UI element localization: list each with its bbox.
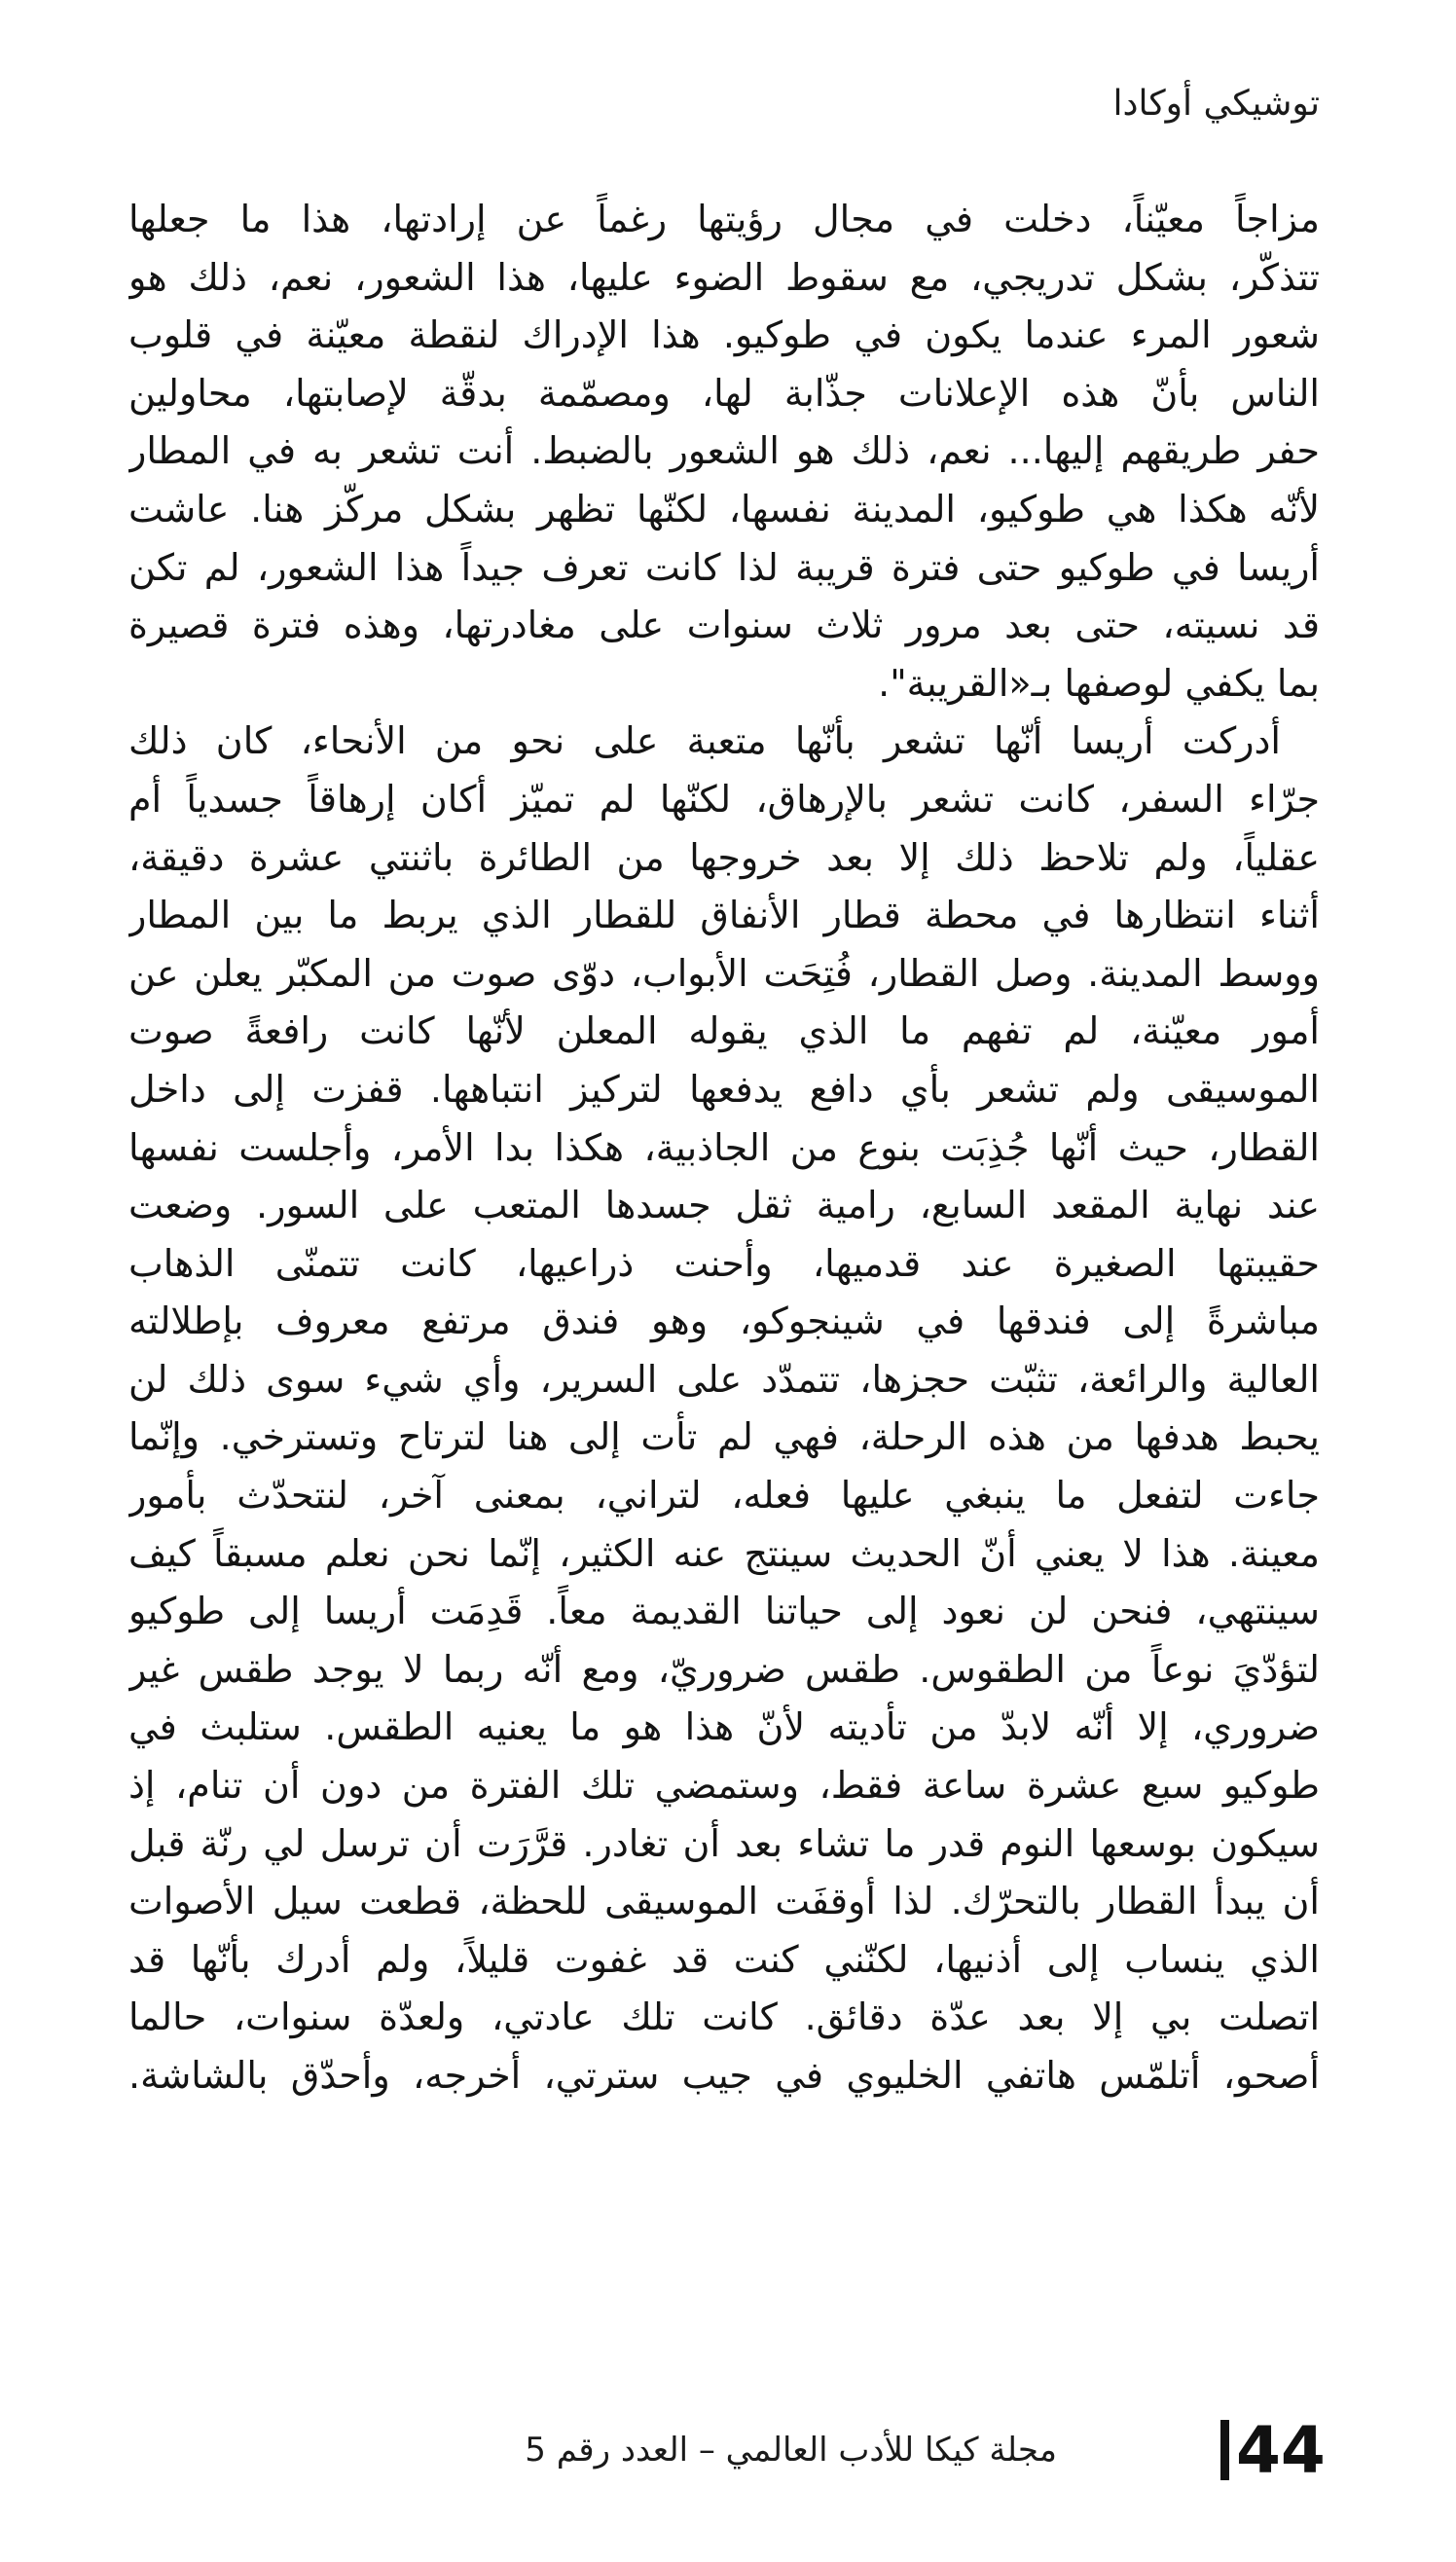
text-line: طوكيو سبع عشرة ساعة فقط، وستمضي تلك الفترة من دون أن تنام، إذ — [128, 1764, 1320, 1808]
text-line: جاءت لتفعل ما ينبغي عليها فعله، لتراني، بمعنى آخر، لنتحدّث بأمور — [128, 1474, 1320, 1518]
text-line: جرّاء السفر، كانت تشعر بالإرهاق، لكنّها لم تميّز أكان إرهاقاً جسدياً أم — [128, 777, 1320, 821]
text-line: أصحو، أتلمّس هاتفي الخليوي في جيب سترتي، أخرجه، وأحدّق بالشاشة. — [128, 2054, 1320, 2097]
text-line: أدركت أريسا أنّها تشعر بأنّها متعبة على نحو من الأنحاء، كان ذلك — [128, 719, 1281, 763]
journal-name: مجلة كيكا للأدب العالمي – العدد رقم 5 — [525, 2431, 1057, 2470]
running-header-author: توشيكي أوكادا — [1112, 84, 1320, 124]
text-line: العالية والرائعة، تثبّت حجزها، تتمدّد على السرير، وأي شيء سوى ذلك لن — [128, 1357, 1320, 1401]
text-line: الذي ينساب إلى أذنيها، لكنّني كنت قد غفوت قليلاً، ولم أدرك بأنّها قد — [128, 1937, 1320, 1981]
footer-divider — [1220, 2420, 1229, 2480]
text-line: سيكون بوسعها النوم قدر ما تشاء بعد أن تغادر. قرَّرَت أن ترسل لي رنّة قبل — [128, 1821, 1320, 1865]
text-line: أثناء انتظارها في محطة قطار الأنفاق للقطار الذي يربط ما بين المطار — [128, 894, 1320, 937]
text-line: بما يكفي لوصفها بـ«القريبة". — [878, 661, 1320, 705]
text-line: عند نهاية المقعد السابع، رامية ثقل جسدها المتعب على السور. وضعت — [128, 1184, 1320, 1227]
text-line: لتؤدّيَ نوعاً من الطقوس. طقس ضروريّ، ومع أنّه ربما لا يوجد طقس غير — [128, 1647, 1320, 1691]
text-line: ضروري، إلا أنّه لابدّ من تأديته لأنّ هذا هو ما يعنيه الطقس. ستلبث في — [128, 1705, 1320, 1749]
text-line: شعور المرء عندما يكون في طوكيو. هذا الإدراك لنقطة معيّنة في قلوب — [128, 313, 1320, 357]
text-line: مباشرةً إلى فندقها في شينجوكو، وهو فندق مرتفع معروف بإطلالته — [128, 1299, 1320, 1343]
body-text — [128, 191, 1320, 2105]
paragraph-1 — [128, 191, 1320, 713]
text-line: أمور معيّنة، لم تفهم ما الذي يقوله المعلن لأنّها كانت رافعةً صوت — [128, 1009, 1320, 1053]
text-line: مزاجاً معيّناً، دخلت في مجال رؤيتها رغماً عن إرادتها، هذا ما جعلها — [128, 198, 1320, 240]
text-line: تتذكّر، بشكل تدريجي، مع سقوط الضوء عليها، هذا الشعور، نعم، ذلك هو — [128, 255, 1320, 299]
text-line: اتصلت بي إلا بعد عدّة دقائق. كانت تلك عادتي، ولعدّة سنوات، حالما — [128, 1995, 1320, 2039]
text-line: الناس بأنّ هذه الإعلانات جذّابة لها، ومصمّمة بدقّة لإصابتها، محاولين — [128, 371, 1320, 415]
text-line: معينة. هذا لا يعني أنّ الحديث سينتج عنه الكثير، إنّما نحن نعلم مسبقاً كيف — [128, 1531, 1320, 1575]
text-line: الموسيقى ولم تشعر بأي دافع يدفعها لتركيز انتباهها. قفزت إلى داخل — [128, 1067, 1320, 1111]
text-line: القطار، حيث أنّها جُذِبَت بنوع من الجاذبية، هكذا بدا الأمر، وأجلست نفسها — [128, 1125, 1320, 1169]
page-number: 44 — [1236, 2413, 1326, 2488]
text-line: أن يبدأ القطار بالتحرّك. لذا أوقفَت الموسيقى للحظة، قطعت سيل الأصوات — [128, 1880, 1320, 1923]
text-line: حفر طريقهم إليها... نعم، ذلك هو الشعور بالضبط. أنت تشعر به في المطار — [128, 429, 1320, 473]
text-line: لأنّه هكذا هي طوكيو، المدينة نفسها، لكنّها تظهر بشكل مركّز هنا. عاشت — [128, 487, 1320, 531]
text-line: يحبط هدفها من هذه الرحلة، فهي لم تأت إلى هنا لترتاح وتسترخي. وإنّما — [128, 1415, 1320, 1459]
text-line: حقيبتها الصغيرة عند قدميها، وأحنت ذراعيها، كانت تتمنّى الذهاب — [128, 1241, 1320, 1285]
text-line: أريسا في طوكيو حتى فترة قريبة لذا كانت تعرف جيداً هذا الشعور، لم تكن — [128, 545, 1320, 589]
page-footer — [0, 2412, 1326, 2490]
text-line: عقلياً، ولم تلاحظ ذلك إلا بعد خروجها من الطائرة باثنتي عشرة دقيقة، — [128, 835, 1320, 879]
text-line: قد نسيته، حتى بعد مرور ثلاث سنوات على مغادرتها، وهذه فترة قصيرة — [128, 604, 1320, 647]
text-line: ووسط المدينة. وصل القطار، فُتِحَت الأبواب، دوّى صوت من المكبّر يعلن عن — [128, 951, 1320, 995]
text-line: سينتهي، فنحن لن نعود إلى حياتنا القديمة معاً. قَدِمَت أريسا إلى طوكيو — [128, 1590, 1320, 1633]
paragraph-2 — [128, 713, 1320, 2104]
